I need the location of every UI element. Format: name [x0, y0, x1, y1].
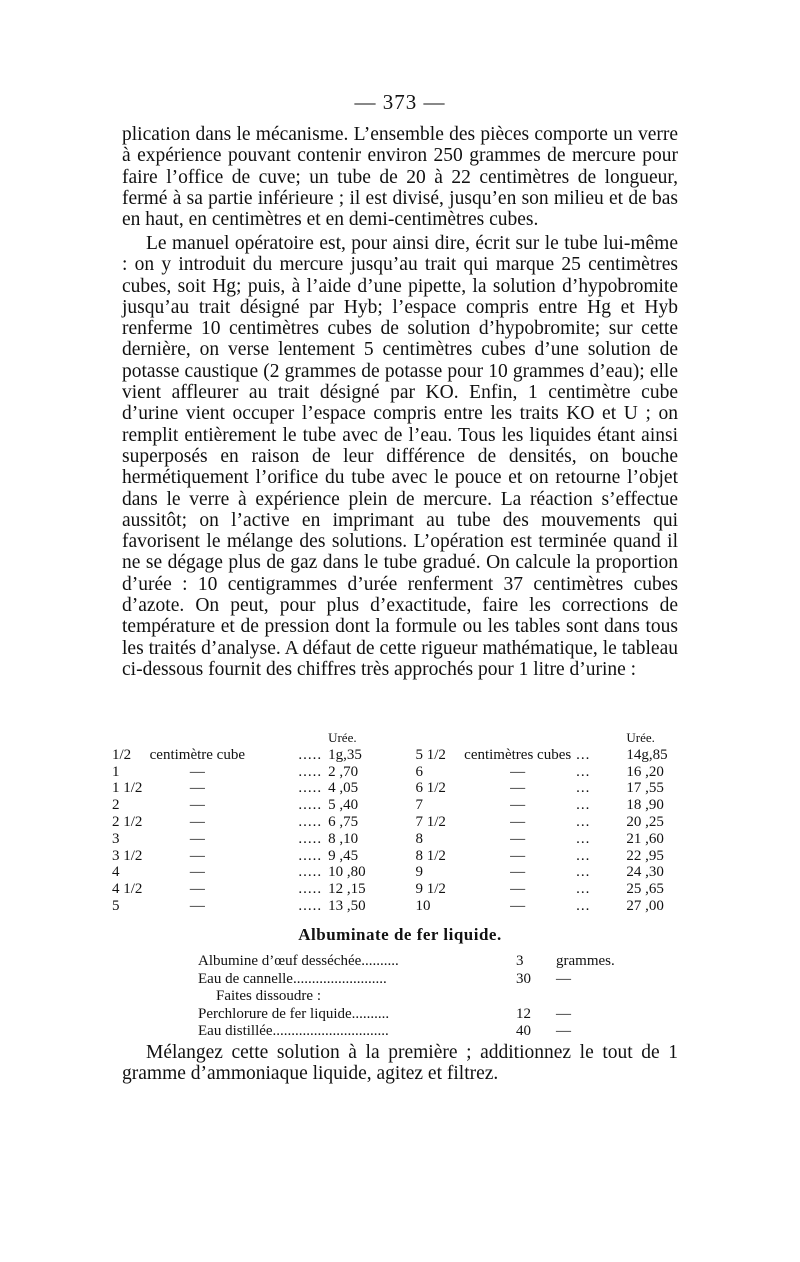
urea-amount: 4 [112, 864, 120, 881]
recipe-quantity: 30 [516, 970, 531, 987]
urea-value-right: 17 ,55 [626, 780, 664, 797]
urea-amount-right: 6 1/2 [415, 780, 446, 797]
urea-unit: — [189, 847, 205, 864]
urea-leader: ..... [298, 797, 323, 814]
urea-leader: ..... [298, 746, 323, 763]
recipe-ingredient: Albumine d’œuf desséchée.......... [198, 953, 399, 969]
urea-amount: 3 [112, 830, 120, 847]
urea-unit: — [189, 864, 205, 881]
urea-amount-right: 8 1/2 [415, 847, 446, 864]
urea-value-right: 14g,85 [626, 746, 668, 763]
urea-unit: — [189, 881, 205, 898]
urea-value-right: 18 ,90 [626, 797, 664, 814]
recipe-ingredient: Perchlorure de fer liquide.......... [198, 1005, 390, 1022]
urea-table-header [112, 730, 692, 747]
urea-unit-right: — [510, 797, 526, 814]
urea-leader: ..... [298, 881, 323, 898]
urea-leader-right: ... [576, 897, 591, 914]
urea-amount-right: 8 [415, 830, 423, 847]
urea-unit: — [189, 830, 205, 847]
urea-leader-right: ... [576, 746, 591, 763]
recipe-unit: — [556, 1005, 571, 1022]
urea-unit: — [189, 797, 205, 814]
recipe-row [198, 971, 676, 989]
recipe-quantity: 12 [516, 1005, 531, 1022]
urea-header-left: Urée. [328, 730, 357, 745]
urea-table-row [112, 747, 692, 764]
urea-value: 4 ,05 [328, 780, 359, 797]
urea-value-right: 22 ,95 [626, 847, 664, 864]
urea-leader-right: ... [576, 813, 591, 830]
section-heading: Albuminate de fer liquide. [298, 925, 502, 944]
paragraph-instructions: Mélangez cette solution à la première ; additionnez le tout de 1 gramme d’ammoniaque liquide, agitez et filtrez. [122, 1042, 678, 1085]
urea-unit-right: — [510, 881, 526, 898]
urea-amount-right: 7 1/2 [415, 813, 446, 830]
recipe-table [198, 953, 676, 1041]
urea-table [112, 730, 692, 915]
urea-unit: — [189, 763, 205, 780]
urea-table-row [112, 848, 692, 865]
recipe-unit: grammes. [556, 953, 615, 969]
urea-value-right: 25 ,65 [626, 881, 664, 898]
urea-amount: 1/2 [112, 746, 132, 763]
urea-value-right: 27 ,00 [626, 897, 664, 914]
urea-header-right: Urée. [626, 730, 655, 745]
recipe-ingredient: Faites dissoudre : [216, 988, 321, 1004]
urea-amount-right: 9 [415, 864, 423, 881]
recipe-unit: — [556, 1023, 571, 1039]
paragraph-mechanism: plication dans le mécanisme. L’ensemble des pièces comporte un verre à expérience pouvant contenir environ 250 grammes de mercure pour faire l’office de cuve; un tube de 20 à 22 centimètres de longueur, fermé à sa partie inférieure ; il est divisé, jusqu’en son milieu et de bas en haut, en centimètres et en demi-centimètres cubes. [122, 124, 678, 231]
urea-table-row [112, 898, 692, 915]
urea-table-row [112, 780, 692, 797]
urea-leader-right: ... [576, 864, 591, 881]
urea-leader: ..... [298, 763, 323, 780]
urea-table-row [112, 831, 692, 848]
urea-amount-right: 6 [415, 763, 423, 780]
paragraph-procedure: Le manuel opératoire est, pour ainsi dire, écrit sur le tube lui-même : on y introduit du mercure jusqu’au trait qui marque 25 centimètres cubes, soit Hg; puis, à l’aide d’une pipette, la solution d’hypobromite jusqu’au trait désigné par Hyb; l’espace compris entre Hg et Hyb renferme 10 centimètres cubes de solution d’hypobromite; sur cette dernière, on verse lentement 5 centimètres cubes d’une solution de potasse caustique (2 grammes de potasse pour 10 grammes d’eau); elle vient affleurer au trait désigné par KO. Enfin, 1 centimètre cube d’urine vient occuper l’espace compris entre les traits KO et U ; on remplit entièrement le tube avec de l’eau. Tous les liquides étant ainsi superposés en raison de leur différence de densités, on bouche hermétiquement l’orifice du tube avec le pouce et on retourne l’objet dans le verre à expérience plein de mercure. La réaction s’effectue aussitôt; on l’active en imprimant au tube des mouvements qui favorisent le mélange des solutions. L’opération est terminée quand il ne se dégage plus de gaz dans le tube gradué. On calcule la proportion d’urée : 10 centigrammes d’urée renferment 37 centimètres cubes d’azote. On peut, pour plus d’exactitude, faire les corrections de température et de pression dont la formule ou les tables sont dans tous les traités d’analyse. A défaut de cette rigueur mathématique, le tableau ci-dessous fournit des chiffres très approchés pour 1 litre d’urine : [122, 233, 678, 680]
urea-unit: — [189, 780, 205, 797]
urea-value: 2 ,70 [328, 763, 359, 780]
page-number: — 373 — [354, 90, 446, 114]
urea-table-row [112, 764, 692, 781]
urea-value: 13 ,50 [328, 897, 366, 914]
urea-leader: ..... [298, 897, 323, 914]
urea-value: 1g,35 [328, 746, 362, 763]
recipe-row [198, 953, 676, 971]
urea-table-row [112, 864, 692, 881]
recipe-quantity [516, 988, 556, 1006]
urea-value-right: 20 ,25 [626, 813, 664, 830]
recipe-row [198, 1023, 676, 1041]
urea-unit-right: — [510, 897, 526, 914]
urea-leader-right: ... [576, 830, 591, 847]
recipe-quantity: 40 [516, 1023, 531, 1039]
urea-unit: — [189, 897, 205, 914]
urea-amount: 2 1/2 [112, 813, 143, 830]
urea-unit: centimètre cube [149, 746, 246, 763]
recipe-ingredient: Eau distillée............................... [198, 1023, 389, 1039]
urea-amount-right: 5 1/2 [415, 746, 446, 763]
urea-leader-right: ... [576, 847, 591, 864]
recipe-row [198, 988, 676, 1006]
urea-amount: 3 1/2 [112, 847, 143, 864]
urea-leader-right: ... [576, 780, 591, 797]
urea-leader-right: ... [576, 881, 591, 898]
urea-leader: ..... [298, 864, 323, 881]
urea-table-row [112, 881, 692, 898]
urea-unit-right: — [510, 847, 526, 864]
urea-value: 12 ,15 [328, 881, 366, 898]
urea-leader: ..... [298, 830, 323, 847]
urea-leader: ..... [298, 780, 323, 797]
urea-unit-right: — [510, 830, 526, 847]
urea-table-row [112, 814, 692, 831]
urea-amount: 1 1/2 [112, 780, 143, 797]
urea-value-right: 24 ,30 [626, 864, 664, 881]
urea-leader: ..... [298, 847, 323, 864]
urea-amount: 2 [112, 797, 120, 814]
urea-amount-right: 7 [415, 797, 423, 814]
urea-value: 9 ,45 [328, 847, 359, 864]
urea-amount: 1 [112, 763, 120, 780]
recipe-unit: — [556, 970, 571, 987]
urea-unit-right: — [510, 864, 526, 881]
urea-value: 6 ,75 [328, 813, 359, 830]
urea-unit-right: — [510, 763, 526, 780]
urea-leader: ..... [298, 813, 323, 830]
urea-unit-right: — [510, 813, 526, 830]
urea-value-right: 16 ,20 [626, 763, 664, 780]
urea-amount: 4 1/2 [112, 881, 143, 898]
urea-unit-right: — [510, 780, 526, 797]
urea-unit: — [189, 813, 205, 830]
urea-amount: 5 [112, 897, 120, 914]
urea-leader-right: ... [576, 763, 591, 780]
recipe-row [198, 1006, 676, 1024]
urea-unit-right: centimètres cubes [464, 746, 572, 763]
urea-table-row [112, 797, 692, 814]
recipe-unit [556, 988, 676, 1006]
urea-amount-right: 9 1/2 [415, 881, 446, 898]
urea-value-right: 21 ,60 [626, 830, 664, 847]
urea-value: 8 ,10 [328, 830, 359, 847]
recipe-quantity: 3 [516, 953, 524, 969]
recipe-ingredient: Eau de cannelle......................... [198, 970, 387, 987]
urea-value: 10 ,80 [328, 864, 366, 881]
urea-leader-right: ... [576, 797, 591, 814]
urea-value: 5 ,40 [328, 797, 359, 814]
urea-amount-right: 10 [415, 897, 431, 914]
